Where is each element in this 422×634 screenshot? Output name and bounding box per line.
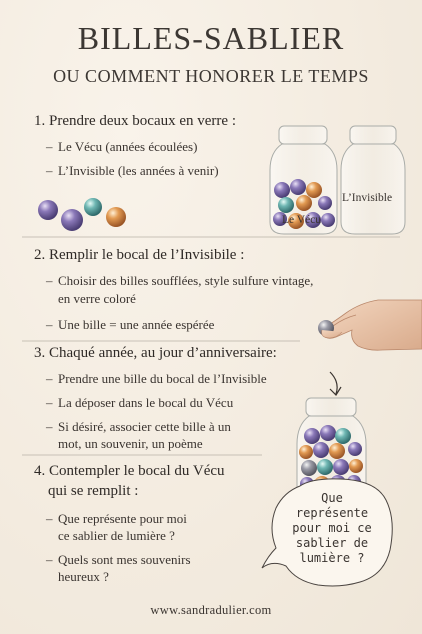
step-2-heading: 2. Remplir le bocal de l’Invisibile : [34,247,245,263]
page-title: BILLES-SABLIER [77,20,345,56]
step-4-item-continued: ce sablier de lumière ? [58,528,175,543]
step-3-item: – La déposer dans le bocal du Vécu [46,395,234,410]
jar-label-invisible: L’Invisible [342,192,393,204]
loose-marbles [38,198,126,231]
hand-illustration [318,300,422,350]
step-4-heading-continued: qui se remplit : [48,483,139,499]
step-4-item-continued: heureux ? [58,569,109,584]
step-4-item: – Que représente pour moi [46,511,187,526]
step-3-heading: 3. Chaqué année, au jour d’anniversaire: [34,345,277,361]
arrow-icon [330,372,341,395]
website-link[interactable]: www.sandradulier.com [150,603,272,617]
step-2-item: – Une bille = une année espérée [46,317,215,332]
step-2-item: – Choisir des billes soufflées, style sulfure vintage, [46,273,314,288]
jar-invisible [341,126,405,234]
step-1-item: – Le Vécu (années écoulées) [46,139,198,154]
step-4-heading: 4. Contempler le bocal du Vécu [34,463,225,479]
step-2-item-continued: en verre coloré [58,291,136,306]
bubble-text: Que représente pour moi ce sablier de lumière ? [292,491,372,565]
step-1-item: – L’Invisible (les années à venir) [46,163,219,178]
step-3-item: – Si désiré, associer cette bille à un [46,419,231,434]
step-3-item: – Prendre une bille du bocal de l’Invisible [46,371,267,386]
jar-label-vecu: Le Vécu [282,214,322,226]
page-subtitle: OU COMMENT HONORER LE TEMPS [53,66,369,86]
step-4-item: – Quels sont mes souvenirs [46,552,191,567]
step-1-heading: 1. Prendre deux bocaux en verre : [34,113,237,129]
step-3-item-continued: mot, un souvenir, un poème [58,436,203,451]
